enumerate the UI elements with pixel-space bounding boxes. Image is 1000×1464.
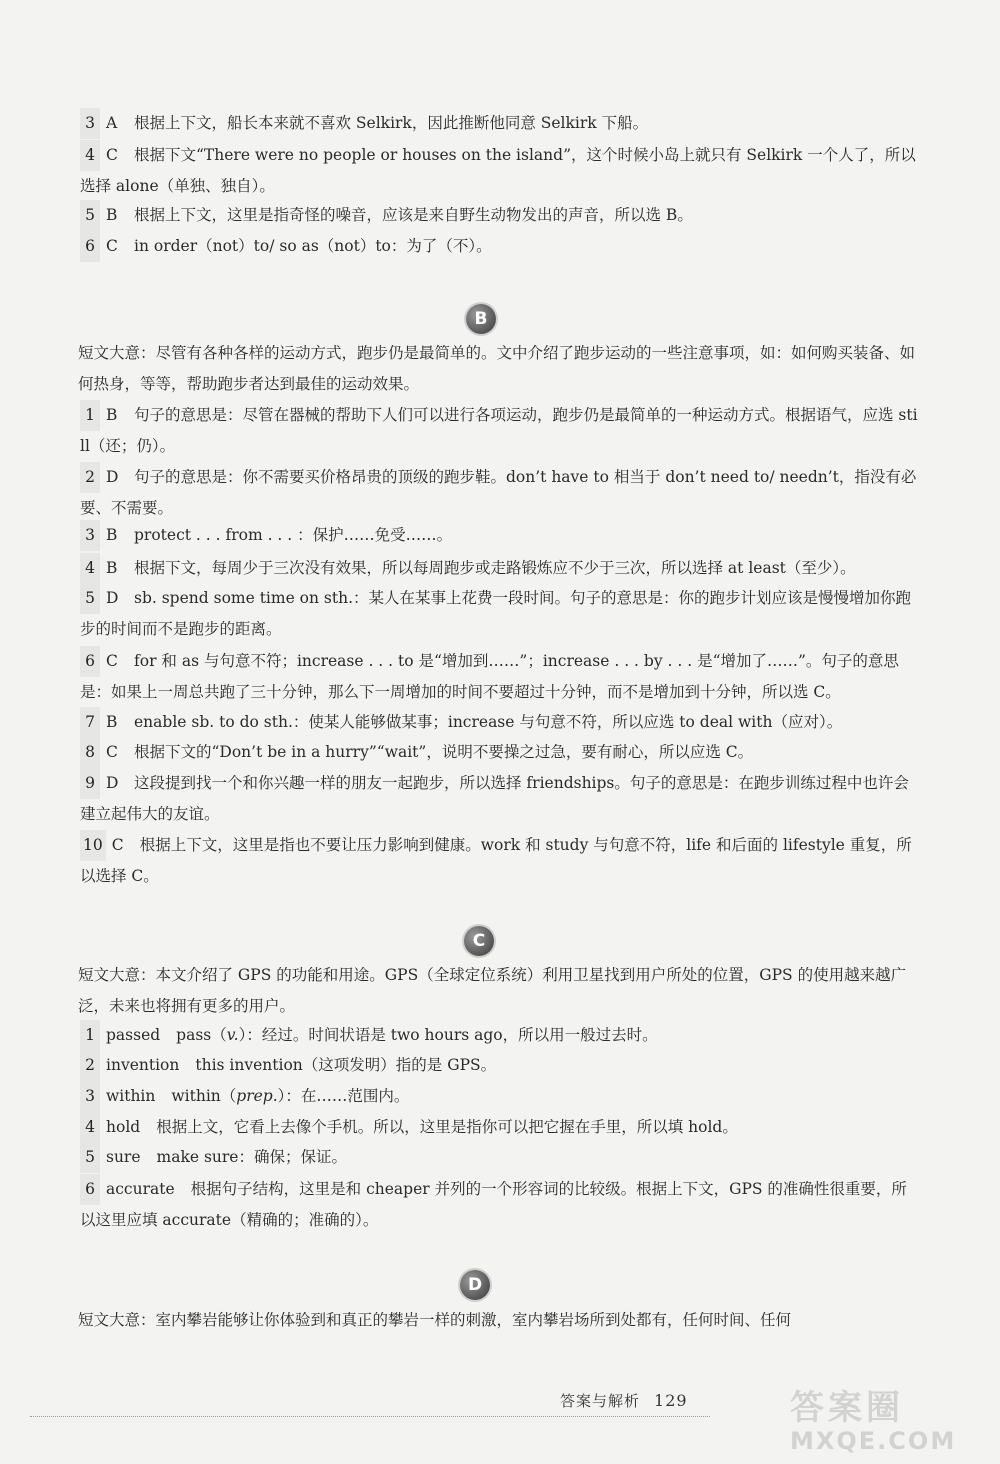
explanation-pre: within（ <box>171 1087 237 1105</box>
part-of-speech: v. <box>226 1026 239 1044</box>
explanation: 根据下文，每周少于三次没有效果，所以每周跑步或走路锻炼应不少于三次，所以选择 at least（至少）。 <box>134 559 856 577</box>
item-number: 3 <box>80 520 100 551</box>
explanation: in order（not）to/ so as（not）to：为了（不）。 <box>134 237 492 255</box>
answer-word: sure <box>106 1148 141 1166</box>
answer-letter: A <box>106 114 118 132</box>
section-b-summary: 短文大意：尽管有各种各样的运动方式，跑步仍是最简单的。文中介绍了跑步运动的一些注意事项，如：如何购买装备、如何热身，等等，帮助跑步者达到最佳的运动效果。 <box>78 344 916 393</box>
answer-letter: B <box>106 526 118 544</box>
answer-letter: C <box>111 836 124 854</box>
item-number: 3 <box>80 108 100 139</box>
explanation: 根据句子结构，这里是和 cheaper 并列的一个形容词的比较级。根据上下文，GPS 的准确性很重要，所以这里应填 accurate（精确的；准确的）。 <box>80 1180 907 1229</box>
explanation: 这段提到找一个和你兴趣一样的朋友一起跑步，所以选择 friendships。句子的意思是：在跑步训练过程中也许会建立起伟大的友谊。 <box>80 774 909 823</box>
section-d-summary: 短文大意：室内攀岩能够让你体验到和真正的攀岩一样的刺激，室内攀岩场所到处都有，任何时间、任何 <box>78 1311 792 1329</box>
answer-word: accurate <box>106 1180 175 1198</box>
answer-item <box>80 830 920 892</box>
item-number: 1 <box>80 1020 100 1051</box>
answer-letter: C <box>106 743 118 761</box>
item-number: 5 <box>80 583 100 614</box>
answer-letter: B <box>106 406 118 424</box>
watermark-url: MXQE.COM <box>790 1427 957 1455</box>
watermark-logo: 答案圈 <box>790 1388 904 1428</box>
item-number: 2 <box>80 1050 100 1081</box>
item-number: 1 <box>80 400 100 431</box>
item-number: 5 <box>80 200 100 231</box>
answer-letter: C <box>106 146 118 164</box>
explanation: for 和 as 与句意不符；increase . . . to 是“增加到……”；increase . . . by . . . 是“增加了……”。句子的意思是：如果上一周总共跑了三十分钟，那么下一周增加的时间不要超过十分钟，而不是增加到十分钟，所以选 C。 <box>80 652 899 701</box>
item-number: 3 <box>80 1081 100 1112</box>
answer-word: invention <box>106 1056 180 1074</box>
answer-letter: D <box>106 468 119 486</box>
answer-word: hold <box>106 1118 141 1136</box>
answer-item <box>80 108 920 139</box>
explanation: make sure：确保；保证。 <box>156 1148 347 1166</box>
item-number: 9 <box>80 768 100 799</box>
item-number: 2 <box>80 462 100 493</box>
answer-item <box>80 583 920 645</box>
footer-divider <box>30 1416 710 1417</box>
answer-item <box>80 400 920 462</box>
item-number: 5 <box>80 1142 100 1173</box>
answer-item <box>80 737 920 768</box>
part-of-speech: prep. <box>236 1087 278 1105</box>
item-number: 6 <box>80 231 100 262</box>
item-number: 4 <box>80 553 100 584</box>
answer-item <box>80 200 920 231</box>
answer-item <box>80 707 920 738</box>
item-number: 8 <box>80 737 100 768</box>
answer-letter: C <box>106 237 118 255</box>
explanation: sb. spend some time on sth.：某人在某事上花费一段时间。句子的意思是：你的跑步计划应该是慢慢增加你跑步的时间而不是跑步的距离。 <box>80 589 912 638</box>
item-number: 6 <box>80 1174 100 1205</box>
explanation: ）：经过。时间状语是 two hours ago，所以用一般过去时。 <box>238 1026 658 1044</box>
answer-item <box>80 520 920 551</box>
answer-item <box>80 1112 920 1143</box>
explanation: 句子的意思是：你不需要买价格昂贵的顶级的跑步鞋。don’t have to 相当于 don’t need to/ needn’t，指没有必要、不需要。 <box>80 468 917 517</box>
section-c-summary: 短文大意：本文介绍了 GPS 的功能和用途。GPS（全球定位系统）利用卫星找到用户所处的位置，GPS 的使用越来越广泛，未来也将拥有更多的用户。 <box>78 966 907 1015</box>
explanation: this invention（这项发明）指的是 GPS。 <box>195 1056 497 1074</box>
footer-title: 答案与解析 <box>560 1392 641 1410</box>
explanation: protect . . . from . . . ：保护……免受……。 <box>134 526 453 544</box>
explanation: 根据上下文，船长本来就不喜欢 Selkirk，因此推断他同意 Selkirk 下船。 <box>134 114 649 132</box>
explanation-pre: pass（ <box>176 1026 227 1044</box>
section-d-mark: D <box>460 1270 490 1300</box>
item-number: 4 <box>80 140 100 171</box>
answer-letter: B <box>106 206 118 224</box>
answer-item <box>80 231 920 262</box>
answer-item <box>80 553 920 584</box>
explanation: 根据上文，它看上去像个手机。所以，这里是指你可以把它握在手里，所以填 hold。 <box>156 1118 738 1136</box>
answer-item <box>80 140 920 202</box>
answer-item <box>80 1050 920 1081</box>
answer-item <box>80 1174 920 1236</box>
answer-letter: B <box>106 713 118 731</box>
explanation: 根据上下文，这里是指也不要让压力影响到健康。work 和 study 与句意不符，life 和后面的 lifestyle 重复，所以选择 C。 <box>80 836 912 885</box>
item-number: 6 <box>80 646 100 677</box>
answer-letter: B <box>106 559 118 577</box>
answer-item <box>80 768 920 830</box>
explanation: enable sb. to do sth.：使某人能够做某事；increase 与句意不符，所以应选 to deal with（应对）。 <box>134 713 843 731</box>
item-number: 4 <box>80 1112 100 1143</box>
explanation: 根据下文的“Don’t be in a hurry”“wait”，说明不要操之过急，要有耐心，所以应选 C。 <box>134 743 754 761</box>
explanation: 根据下文“There were no people or houses on the island”，这个时候小岛上就只有 Selkirk 一个人了，所以选择 alone（单独、独自）。 <box>80 146 916 195</box>
answer-item <box>80 462 920 524</box>
answer-word: passed <box>106 1026 161 1044</box>
section-c-mark: C <box>464 926 494 956</box>
answer-letter: C <box>106 652 118 670</box>
watermark <box>790 1380 990 1460</box>
section-b-mark: B <box>466 304 496 334</box>
explanation: 句子的意思是：尽管在器械的帮助下人们可以进行各项运动，跑步仍是最简单的一种运动方式。根据语气，应选 still（还；仍）。 <box>80 406 918 455</box>
answer-item <box>80 1142 920 1173</box>
answer-letter: D <box>106 589 119 607</box>
answer-item <box>80 1020 920 1051</box>
page-footer <box>560 1390 688 1411</box>
answer-item <box>80 1081 920 1112</box>
answer-letter: D <box>106 774 119 792</box>
explanation: ）：在……范围内。 <box>277 1087 410 1105</box>
item-number: 10 <box>80 830 106 861</box>
answer-word: within <box>106 1087 156 1105</box>
item-number: 7 <box>80 707 100 738</box>
answer-item <box>80 646 920 708</box>
explanation: 根据上下文，这里是指奇怪的噪音，应该是来自野生动物发出的声音，所以选 B。 <box>134 206 693 224</box>
page-number: 129 <box>654 1391 688 1410</box>
